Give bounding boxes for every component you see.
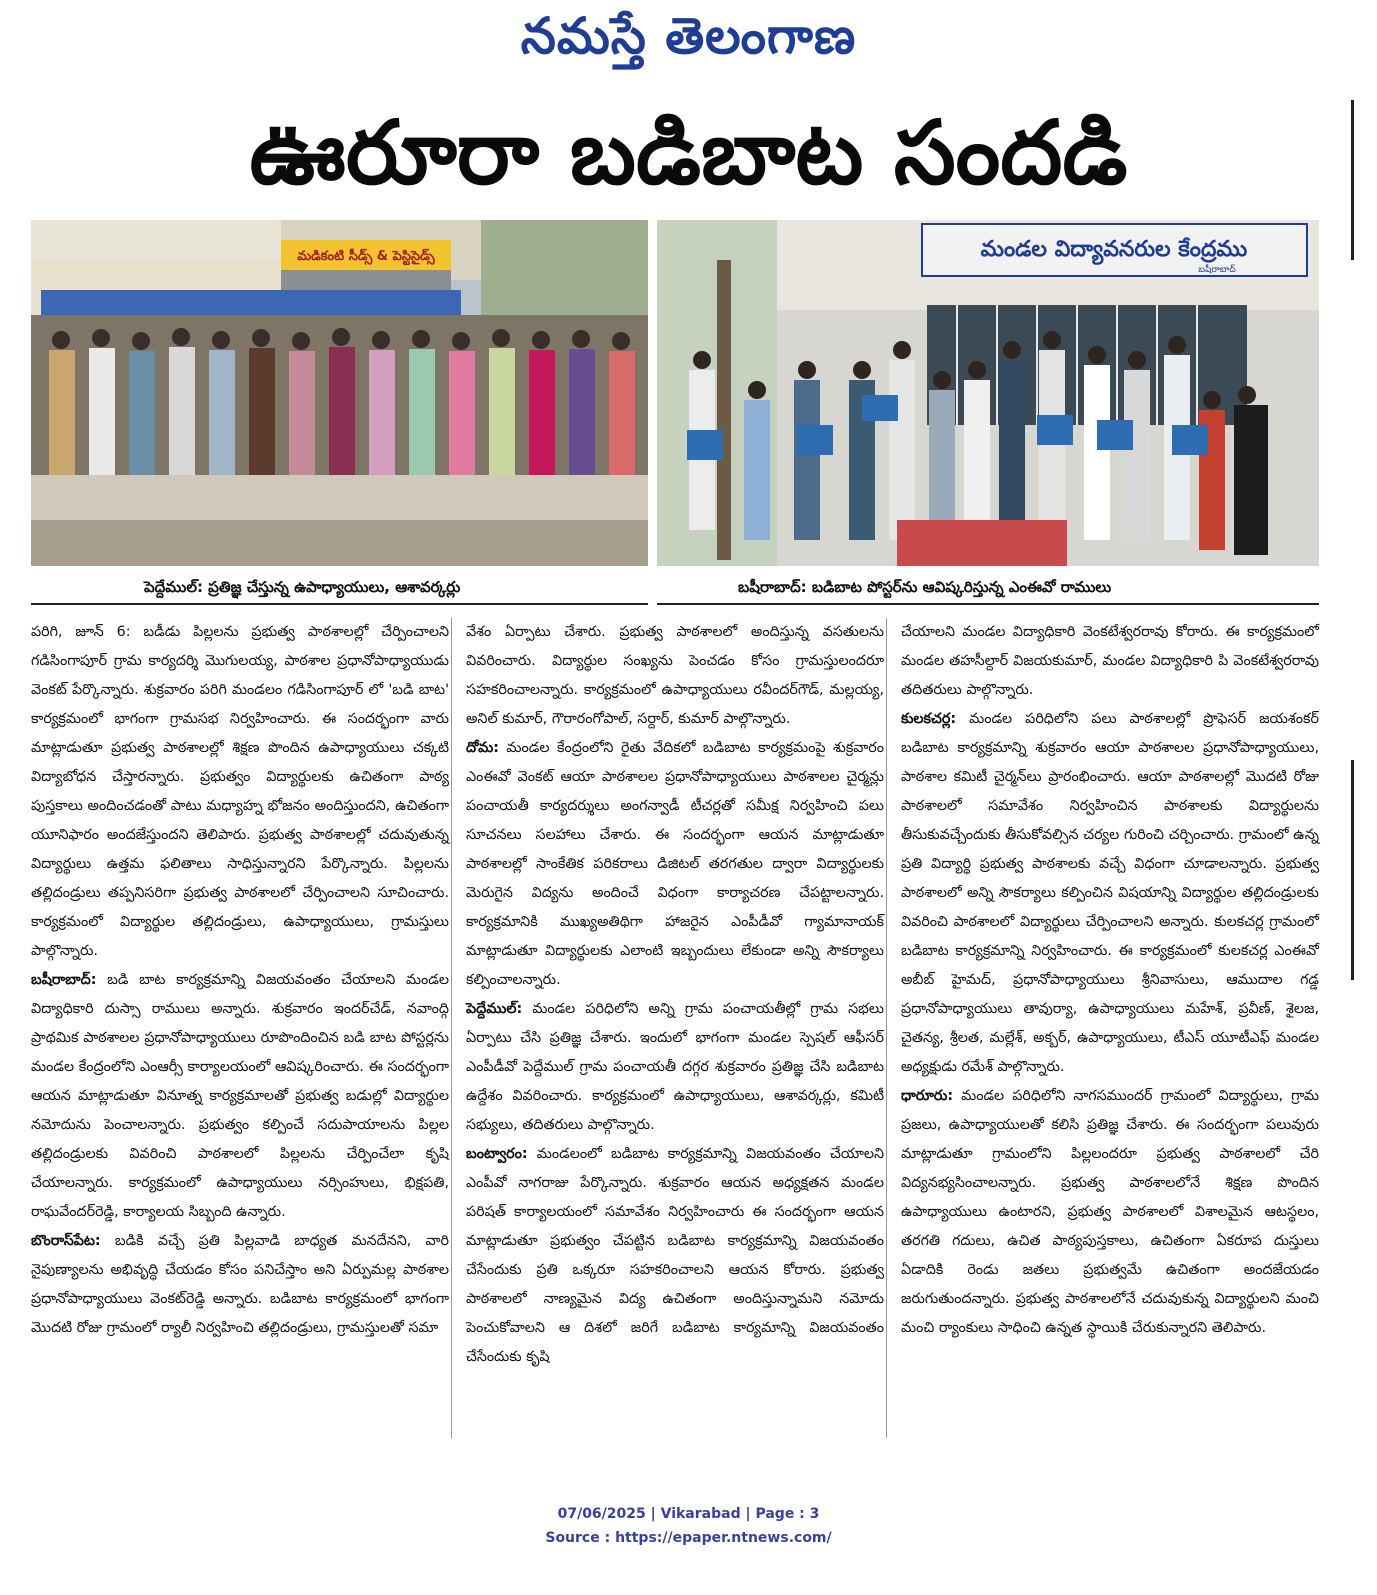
- building-sign-text: మండల విద్యావనరుల కేంద్రము: [980, 237, 1248, 262]
- page-edge-mark-top: [1351, 100, 1354, 260]
- paragraph-text: మండల పరిధిలోని నాగసముందర్ గ్రామంలో విద్యార్థులు, గ్రామ ప్రజలు, ఉపాధ్యాయులతో కలిసి ప్రతిజ్ఞ చేశారు. ఈ సందర్భంగా పలువురు మాట్లాడుతూ గ్రామంలోని పిల్లలందరూ ప్రభుత్వ పాఠశాలలో చేరి విద్యనభ్యసించాలన్నారు. ప్రభుత్వ పాఠశాలలోనే శిక్షణ పొందిన ఉపాధ్యాయులు ఉంటారని, ప్రభుత్వ పాఠశాలలో విశాలమైన ఆటస్థలం, తరగతి గదులు, ఉచిత పాఠ్యపుస్తకాలు, ఉచితంగా ఏకరూప దుస్తులు ఏడాదికి రెండు జతలు ప్రభుత్వమే ఉచితంగా అందజేయడం జరుగుతుందన్నారు. ప్రభుత్వ పాఠశాలలోనే చదువుకున్న విద్యార్థులని మంచి మంచి ర్యాంకులు సాధించి ఉన్నత స్థాయికి చేరుకున్నారని తెలిపారు.: [901, 1088, 1319, 1336]
- photo-caption-left: పెద్దేముల్: ప్రతిజ్ఞ చేస్తున్న ఉపాధ్యాయులు, ఆశావర్కర్లు: [144, 578, 461, 596]
- column-divider-1: [451, 618, 452, 1438]
- dateline-lead: కులకచర్ల:: [901, 711, 957, 727]
- footer-source-line: Source : https://epaper.ntnews.com/: [545, 1530, 832, 1546]
- paragraph-dharur: [901, 1082, 1319, 1343]
- paragraph-text: మండల కేంద్రంలోని రైతు వేదికలో బడిబాట కార్యక్రమంపై శుక్రవారం ఎంఈవో వెంకట్ ఆయా పాఠశాలల ప్రధానోపాధ్యాయులు పాఠశాలల చైర్మన్లు పంచాయతీ కార్యదర్శులు అంగన్వాడీ టీచర్లతో సమీక్ష నిర్వహించి పలు సూచనలు సలహాలు చేశారు. ఈ సందర్భంగా ఆయన మాట్లాడుతూ పాఠశాలల్లో సాంకేతిక పరికరాలు డిజిటల్ తరగతుల ద్వారా విద్యార్థులకు మెరుగైన విద్యను అందించే విధంగా కార్యాచరణ చేపట్టాలన్నారు. కార్యక్రమానికి ముఖ్యఅతిథిగా హాజరైన ఎంపీడీవో గ్యామానాయక్ మాట్లాడుతూ విద్యార్థులకు ఎలాంటి ఇబ్బందులు లేకుండా అన్ని సౌకర్యాలు కల్పించాలన్నారు.: [466, 740, 884, 988]
- dateline-lead: ధారూరు:: [901, 1088, 954, 1104]
- paragraph-text: వేశం ఏర్పాటు చేశారు. ప్రభుత్వ పాఠశాలలో అందిస్తున్న వసతులను వివరించారు. విద్యార్థుల సంఖ్యను పెంచడం కోసం గ్రామస్తులందరూ సహకరించాలన్నారు. కార్యక్రమంలో ఉపాధ్యాయులు రవీందర్‌గౌడ్, మల్లయ్య, అనిల్ కుమార్, గౌరారంగోపాల్, సర్దార్, కుమార్ పాల్గొన్నారు.: [466, 624, 884, 727]
- paragraph-bomraspet: [31, 1227, 449, 1343]
- dateline-lead: దోమ:: [466, 740, 499, 756]
- footer-edition-line: 07/06/2025 | Vikarabad | Page : 3: [557, 1506, 820, 1522]
- shop-sign-text: మడికంటి సీడ్స్ & పెస్టిసైడ్స్: [297, 249, 435, 264]
- photo-teachers-pledge-image: [31, 220, 648, 566]
- dateline-lead: బషీరాబాద్:: [31, 972, 97, 988]
- article-headline: ఊరూరా బడిబాట సందడి: [249, 101, 1128, 204]
- paragraph-parigi: [31, 618, 449, 966]
- dateline-lead: బొంరాస్‌పేట:: [31, 1233, 101, 1249]
- photo-caption-right: బషీరాబాద్: బడిబాట పోస్టర్‌ను ఆవిష్కరిస్తున్న ఎంఈవో రాములు: [738, 578, 1112, 596]
- article-column-2: [466, 618, 884, 1372]
- paragraph-text: బడి బాట కార్యక్రమాన్ని విజయవంతం చేయాలని మండల విద్యాధికారి దుస్సా రాములు అన్నారు. శుక్రవారం ఇందర్‌చేడ్, నవాంద్గి ప్రాథమిక పాఠశాలల ప్రధానోపాధ్యాయులు రూపొందించిన బడి బాట పోస్టర్లను మండల కేంద్రంలోని ఎంఆర్సీ కార్యాలయంలో ఆవిష్కరించారు. ఈ సందర్భంగా ఆయన మాట్లాడుతూ వినూత్న కార్యక్రమాలతో ప్రభుత్వ బడుల్లో విద్యార్థుల నమోదును పెంచాలన్నారు. ప్రభుత్వం కల్పించే సదుపాయాలను పిల్లల తల్లిదండ్రులకు వివరించి పాఠశాలలో పిల్లలను చేర్పించేలా కృషి చేయాలన్నారు. కార్యక్రమంలో ఉపాధ్యాయులు నర్సింహులు, భిక్షపతి, రాఘవేందర్‌రెడ్డి, కార్యాలయ సిబ్బంది ఉన్నారు.: [31, 972, 449, 1220]
- paragraph-peddemul: [466, 995, 884, 1140]
- dateline-lead: పెద్దేముల్:: [466, 1001, 523, 1017]
- building-subsign-text: బషీరాబాద్: [1198, 265, 1236, 275]
- paragraph-bantwaram: [466, 1140, 884, 1372]
- caption-underline-right: [657, 603, 1319, 605]
- paragraph-continuation: [466, 618, 884, 734]
- photo-poster-launch: [657, 220, 1319, 566]
- photo-teachers-pledge: [31, 220, 648, 566]
- caption-underline-left: [31, 603, 648, 605]
- column-divider-2: [886, 618, 887, 1438]
- paragraph-basheerabad: [31, 966, 449, 1227]
- paragraph-text: మండల పరిధిలోని అన్ని గ్రామ పంచాయతీల్లో గ్రామ సభలు ఏర్పాటు చేసి ప్రతిజ్ఞ చేశారు. ఇందులో భాగంగా మండల స్పెషల్ ఆఫీసర్ ఎంపీడీవో పెద్దేముల్ గ్రామ పంచాయతీ దగ్గర శుక్రవారం ప్రతిజ్ఞ చేసి బడిబాట ఉద్దేశం వివరించారు. కార్యక్రమంలో ఉపాధ్యాయులు, ఆశావర్కర్లు, కమిటీ సభ్యులు, తదితరులు పాల్గొన్నారు.: [466, 1001, 884, 1133]
- paragraph-doma: [466, 734, 884, 995]
- newspaper-masthead: నమస్తే తెలంగాణ: [520, 6, 857, 65]
- paragraph-text: మండల పరిధిలోని పలు పాఠశాలల్లో ప్రొఫెసర్ జయశంకర్ బడిబాట కార్యక్రమాన్ని శుక్రవారం ఆయా పాఠశాలల ప్రధానోపాధ్యాయులు, పాఠశాల కమిటీ చైర్మన్‌లు ప్రారంభించారు. ఆయా పాఠశాలల్లో మొదటి రోజు పాఠశాలలో సమావేశం నిర్వహించిన పాఠశాలకు విద్యార్థులను తీసుకువచ్చేందుకు తీసుకోవల్సిన చర్యల గురించి చర్చించారు. గ్రామంలో ఉన్న ప్రతి విద్యార్థి ప్రభుత్వ పాఠశాలకు వచ్చే విధంగా చూడాలన్నారు. ప్రభుత్వ పాఠశాలలో అన్ని సౌకర్యాలు కల్పించిన విషయాన్ని విద్యార్థుల తల్లిదండ్రులకు వివరించి పాఠశాలలో విద్యార్థులు చేర్పించాలని అన్నారు. కులకచర్ల గ్రామంలో బడిబాట కార్యక్రమాన్ని నిర్వహించారు. ఈ కార్యక్రమంలో కులకచర్ల ఎంఈవో అబీబ్ హైమద్, ప్రధానోపాధ్యాయులు శ్రీనివాసులు, ఆముదాల గడ్డ ప్రధానోపాధ్యాయులు తావుర్యా, ఉపాధ్యాయులు మహేశ్, ప్రవీణ్, శైలజ, చైతన్య, శ్రీలత, మల్లేశ్, అక్బర్, ఉపాధ్యాయులు, టీఎస్ యూటీఎఫ్ మండల అధ్యక్షుడు రమేశ్ పాల్గొన్నారు.: [901, 711, 1319, 1075]
- paragraph-text: చేయాలని మండల విద్యాధికారి వెంకటేశ్వరరావు కోరారు. ఈ కార్యక్రమంలో మండల తహసీల్దార్ విజయకుమార్, మండల విద్యాధికారి పి వెంకటేశ్వరరావు తదితరులు పాల్గొన్నారు.: [901, 624, 1319, 698]
- article-column-1: [31, 618, 449, 1343]
- article-column-3: [901, 618, 1319, 1343]
- page-edge-mark-middle: [1351, 760, 1354, 980]
- paragraph-text: మండలంలో బడిబాట కార్యక్రమాన్ని విజయవంతం చేయాలని ఎంపీవో నాగరాజు పేర్కొన్నారు. శుక్రవారం ఆయన అధ్యక్షతన మండల పరిషత్ కార్యాలయంలో సమావేశం నిర్వహించారు ఈ సందర్భంగా ఆయన మాట్లాడుతూ ప్రభుత్వం చేపట్టిన బడిబాట కార్యక్రమాన్ని విజయవంతం చేసేందుకు ప్రతి ఒక్కరూ సహకరించాలని ఆయన కోరారు. ప్రభుత్వ పాఠశాలలో నాణ్యమైన విద్య ఉచితంగా అందిస్తున్నామని నమోదు పెంచుకోవాలని ఆ దిశలో జరిగే బడిబాట కార్యమాన్ని విజయవంతం చేసేందుకు కృషి: [466, 1146, 884, 1365]
- paragraph-text: బడికి వచ్చే ప్రతి పిల్లవాడి బాధ్యత మనదేనని, వారి నైపుణ్యాలను అభివృద్ధి చేయడం కోసం పనిచేస్తాం అని ఏర్పుమల్ల పాఠశాల ప్రధానోపాధ్యాయులు వెంకట్‌రెడ్డి అన్నారు. బడిబాట కార్యక్రమంలో భాగంగా మొదటి రోజు గ్రామంలో ర్యాలీ నిర్వహించి తల్లిదండ్రులు, గ్రామస్తులతో సమా: [31, 1233, 449, 1336]
- paragraph-kulkacharla: [901, 705, 1319, 1082]
- dateline-lead: బంట్వారం:: [466, 1146, 528, 1162]
- paragraph-continuation: [901, 618, 1319, 705]
- paragraph-text: పరిగి, జూన్ 6: బడీడు పిల్లలను ప్రభుత్వ పాఠశాలల్లో చేర్పించాలని గడిసింగాపూర్ గ్రామ కార్యదర్శి మొగులయ్య, పాఠశాల ప్రధానోపాధ్యాయుడు వెంకట్ పేర్కొన్నారు. శుక్రవారం పరిగి మండలం గడిసింగాపూర్ లో 'బడి బాట' కార్యక్రమంలో భాగంగా గ్రామసభ నిర్వహించారు. ఈ సందర్భంగా వారు మాట్లాడుతూ ప్రభుత్వ పాఠశాలల్లో శిక్షణ పొందిన ఉపాధ్యాయులు చక్కటి విద్యాబోధన చేస్తారన్నారు. ప్రభుత్వం విద్యార్థులకు ఉచితంగా పాఠ్య పుస్తకాలు అందించడంతో పాటు మధ్యాహ్న భోజనం అందిస్తుందని, ఉచితంగా యూనిఫారం అందజేస్తుందని తెలిపారు. ప్రభుత్వ పాఠశాలల్లో చదువుతున్న విద్యార్థులు ఉత్తమ ఫలితాలు సాధిస్తున్నారని పేర్కొన్నారు. పిల్లలను తల్లిదండ్రులు తప్పనిసరిగా ప్రభుత్వ పాఠశాలలో చేర్పించాలని సూచించారు. కార్యక్రమంలో విద్యార్థుల తల్లిదండ్రులు, ఉపాధ్యాయులు, గ్రామస్తులు పాల్గొన్నారు.: [31, 624, 449, 959]
- photo-poster-launch-image: [657, 220, 1319, 566]
